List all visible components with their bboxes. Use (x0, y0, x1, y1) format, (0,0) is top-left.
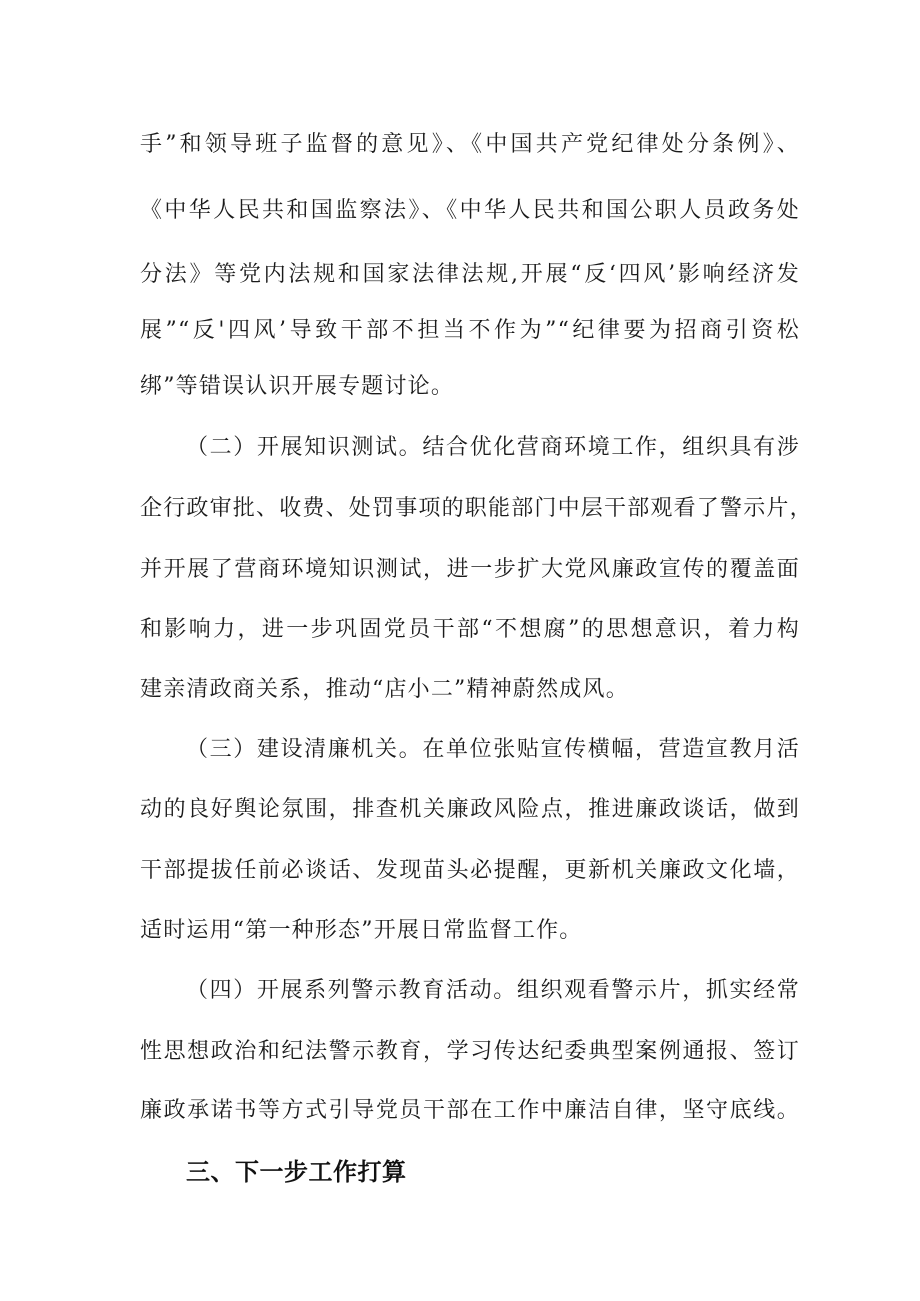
paragraph-start-line: （四）开展系列警示教育活动。组织观看警示片，抓实经常 (186, 978, 800, 1003)
text-line: 分法》等党内法规和国家法律法规,开展“反‘四风’影响经济发 (140, 262, 800, 287)
text-line: 《中华人民共和国监察法》、《中华人民共和国公职人员政务处 (140, 198, 800, 223)
text-line: 并开展了营商环境知识测试，进一步扩大党风廉政宣传的覆盖面 (140, 557, 800, 582)
text-line: 动的良好舆论氛围，排查机关廉政风险点，推进廉政谈话，做到 (140, 797, 800, 822)
text-line: 廉政承诺书等方式引导党员干部在工作中廉洁自律，坚守底线。 (140, 1098, 800, 1123)
text-line: 展”“反'四风’导致干部不担当不作为”“纪律要为招商引资松 (140, 318, 800, 343)
paragraph-start-line: （三）建设清廉机关。在单位张贴宣传横幅，营造宣教月活 (186, 737, 800, 762)
section-heading: 三、下一步工作打算 (186, 1158, 407, 1186)
text-line: 手”和领导班子监督的意见》、《中国共产党纪律处分条例》、 (140, 132, 800, 157)
paragraph-start-line: （二）开展知识测试。结合优化营商环境工作，组织具有涉 (186, 435, 800, 460)
text-line: 建亲清政商关系，推动“店小二”精神蔚然成风。 (140, 677, 629, 702)
text-line: 性思想政治和纪法警示教育，学习传达纪委典型案例通报、签订 (140, 1039, 800, 1064)
text-line: 绑”等错误认识开展专题讨论。 (140, 374, 455, 399)
text-line: 和影响力，进一步巩固党员干部“不想腐”的思想意识，着力构 (140, 617, 800, 642)
text-line: 适时运用“第一种形态”开展日常监督工作。 (140, 918, 583, 943)
text-line: 企行政审批、收费、处罚事项的职能部门中层干部观看了警示片， (140, 496, 813, 521)
text-line: 干部提拔任前必谈话、发现苗头必提醒，更新机关廉政文化墙， (140, 858, 800, 883)
